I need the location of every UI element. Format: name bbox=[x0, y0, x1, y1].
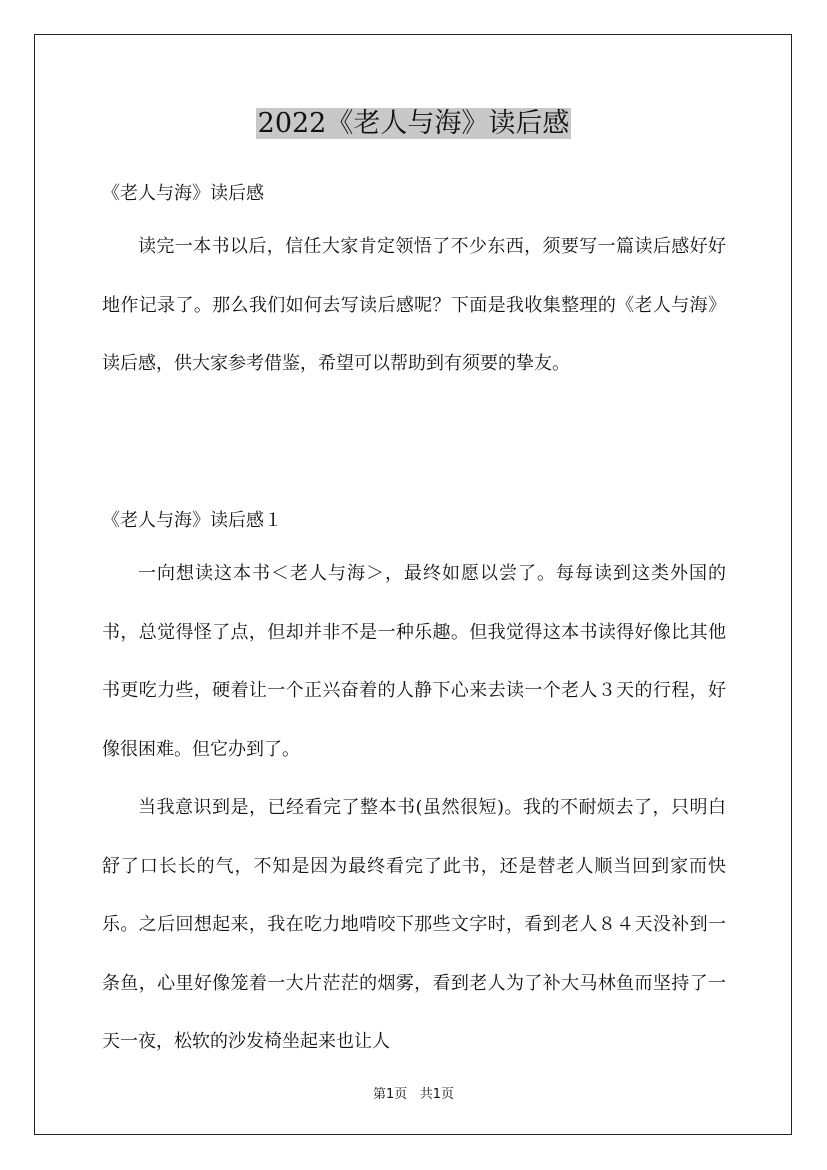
body-paragraph-1: 一向想读这本书＜老人与海＞，最终如愿以尝了。每每读到这类外国的书，总觉得怪了点，但却并非不是一种乐趣。但我觉得这本书读得好像比其他书更吃力些，硬着让一个正兴奋着的人静下心来去读一个老人３天的行程，好像很困难。但它办到了。 bbox=[102, 563, 726, 760]
subtitle-heading: 《老人与海》读后感 bbox=[102, 183, 264, 204]
body-paragraph-2: 当我意识到是，已经看完了整本书(虽然很短)。我的不耐烦去了，只明白舒了口长长的气，不知是因为最终看完了此书，还是替老人顺当回到家而快乐。之后回想起来，我在吃力地啃咬下那些文字时，看到老人８４天没补到一条鱼，心里好像笼着一大片茫茫的烟雾，看到老人为了补大马林鱼而坚持了一天一夜，松软的沙发椅坐起来也让人 bbox=[102, 797, 726, 1052]
document-title-text: 2022《老人与海》读后感 bbox=[257, 108, 570, 139]
section-heading: 《老人与海》读后感１ bbox=[102, 510, 282, 531]
section-body bbox=[102, 545, 726, 1072]
page-total: 共1页 bbox=[419, 1087, 454, 1102]
document-title bbox=[0, 104, 827, 144]
page-footer bbox=[0, 1083, 827, 1102]
page-number: 第1页 bbox=[373, 1087, 408, 1102]
intro-paragraph: 读完一本书以后，信任大家肯定领悟了不少东西，须要写一篇读后感好好地作记录了。那么我们如何去写读后感呢？下面是我收集整理的《老人与海》读后感，供大家参考借鉴，希望可以帮助到有须要的挚友。 bbox=[102, 236, 726, 374]
intro-block bbox=[102, 218, 726, 394]
